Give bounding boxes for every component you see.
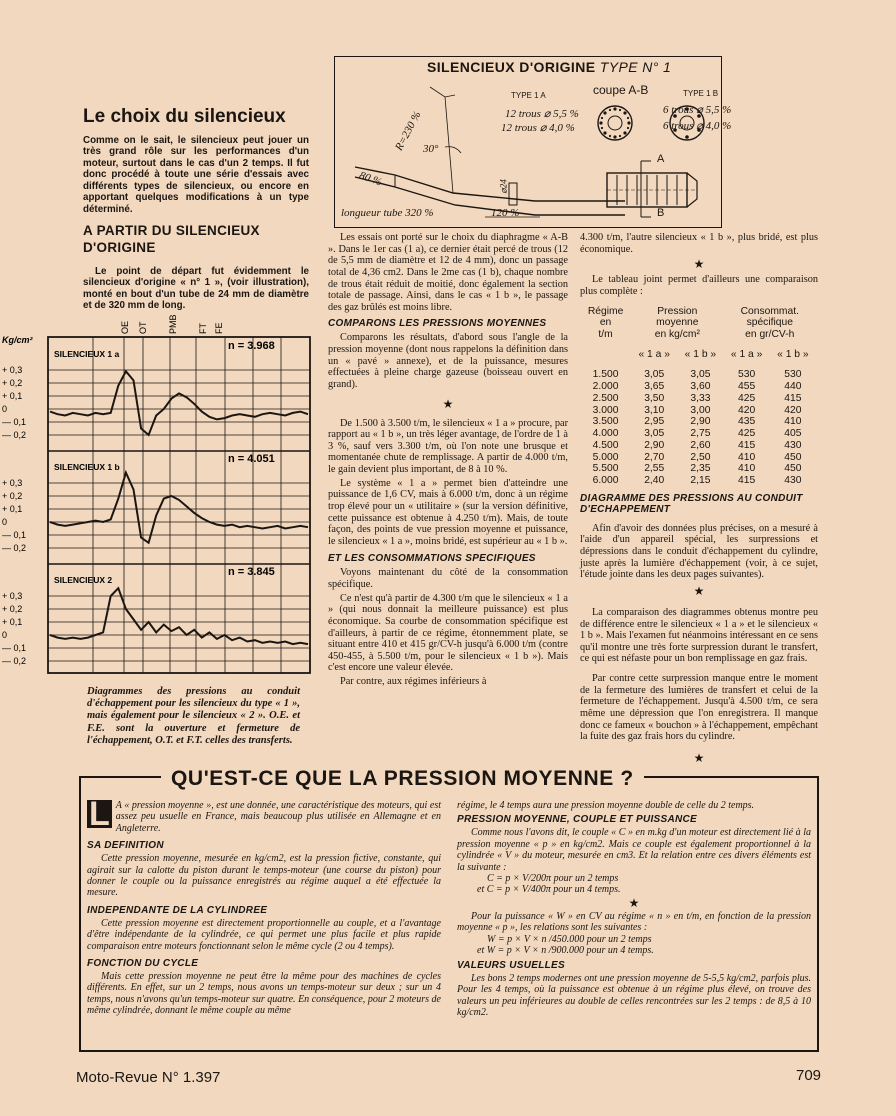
- chart-caption: Diagrammes des pressions au conduit d'échappement pour les silencieux du type « 1 », mais également pour le silencieux « 2 ». O.E. et F.E. sont la ouverture et fermeture de l'échappement, O.T. et F.T. celles des transferts.: [87, 686, 300, 746]
- left-paragraph-1: Le point de départ fut évidemment le silencieux d'origine « n° 1 », (voir illustration), monté en bout d'un tube de 24 mm de diamètre et de 320 mm de long.: [83, 265, 309, 312]
- table-cell: 530: [738, 369, 756, 381]
- left-intro: Comme on le sait, le silencieux peut jouer un très grand rôle sur les performances d'un moteur, surtout dans le cas d'un 2 temps. Il fut donc procédé à toute une série d'essais avec différents types de silencieux, ou encore en apportant quelques modifications à un type déterminé.: [83, 135, 309, 215]
- box-sub-couple: PRESSION MOYENNE, COUPLE ET PUISSANCE: [457, 814, 698, 826]
- box-sub-definition: SA DEFINITION: [87, 840, 164, 852]
- chart-marker-label: OT: [138, 321, 148, 334]
- middle-column: [328, 232, 568, 688]
- table-header-regime: [580, 306, 631, 341]
- star-divider: ★: [693, 257, 705, 272]
- box-dropcap: L: [89, 795, 110, 833]
- table-subheader: « 1 b »: [777, 348, 809, 360]
- table-cell: 2,15: [690, 475, 711, 487]
- table-cell-regime: 2.000: [592, 381, 619, 393]
- box-title: QU'EST-CE QUE LA PRESSION MOYENNE ?: [161, 767, 644, 791]
- table-cell-regime: 4.000: [592, 428, 619, 440]
- box-sub-cycle: FONCTION DU CYCLE: [87, 957, 199, 969]
- table-cell: 415: [738, 439, 756, 451]
- table-cell: 3,60: [690, 381, 711, 393]
- table-cell: 530: [784, 369, 802, 381]
- table-body: [580, 360, 816, 486]
- y-tick-label: — 0,2: [2, 656, 27, 666]
- y-tick-label: + 0,2: [2, 378, 23, 388]
- table-cell: 3,05: [644, 428, 665, 440]
- table-cell: 420: [784, 404, 802, 416]
- figure-type1a-line2: 12 trous ⌀ 4,0 %: [501, 122, 575, 134]
- y-tick-label: — 0,1: [2, 643, 27, 653]
- table-cell-regime: 5.000: [592, 451, 619, 463]
- table-subheader-empty: [580, 341, 631, 361]
- y-tick-label: — 0,2: [2, 543, 27, 553]
- star-divider: ★: [693, 750, 705, 765]
- mid-paragraph-4: Le système « 1 a » permet bien d'atteindre une puissance de 1,6 CV, mais à 6.000 t/m, donc à un régime trop élevé pour un « utilitaire » (sur la version définitive, cette puissance est obtenue à 4.250 t/m). Mais, de toute façon, des points de vue pression moyenne et puissance, le silencieux « 1 a », moins bridé, est supérieur au « 1 b ».: [328, 477, 568, 547]
- table-cell: 410: [784, 416, 802, 428]
- table-cell: 3,50: [644, 392, 665, 404]
- table-row: [580, 405, 816, 417]
- mid-paragraph-6: Ce n'est qu'à partir de 4.300 t/m que le silencieux « 1 a » (qui nous donnait la meilleure puissance) est plus économique. Sa courbe de consommation spécifique est d'ailleurs, à partir de ce régime, étonnemment plate, se situant entre 410 et 415 gr/CV-h jusqu'à 6.000 t/m (contre 450-455, à 5.500 t/m, pour le silencieux « 1 b »). Mais c'est encore une valeur élevée.: [328, 592, 568, 674]
- table-cell-regime: 4.500: [592, 439, 619, 451]
- table-cell-regime: 5.500: [592, 463, 619, 475]
- chart-marker-label: FE: [214, 322, 224, 334]
- formula-c-4t: et C = p × V/400π pour un 4 temps.: [477, 884, 621, 896]
- table-row: [580, 428, 816, 440]
- figure-label-b: B: [657, 207, 665, 219]
- table-row: [580, 463, 816, 475]
- right-paragraph-3: Afin d'avoir des données plus précises, on a mesuré à l'aide d'un appareil spécial, les surpressions et dépressions dans le conduit d'échappement du cylindre, juste après la lumière d'échappement (voir, à ce sujet, l'étude jointe dans les deux pages suivantes).: [580, 522, 818, 581]
- star-divider: ★: [628, 895, 640, 910]
- series-name-label: SILENCIEUX 1 a: [54, 349, 120, 359]
- box-sub-cylindree: INDEPENDANTE DE LA CYLINDREE: [87, 904, 268, 916]
- right-paragraph-5: Par contre cette surpression manque entre le moment de la fermeture des lumières de transfert et celui de la fermeture de l'échappement. Jusqu'à 4.500 t/m, ce sera même une dépression que l'on enregistrera. Il manque donc ce fameux « bouchon » à l'échappement, empêchant la fuite des gaz frais hors du cylindre.: [580, 673, 818, 743]
- chart-marker-label: PMB: [168, 314, 178, 334]
- chart-marker-label: OE: [120, 320, 130, 334]
- table-cell-regime: 2.500: [592, 392, 619, 404]
- table-header-line: moyenne: [656, 317, 699, 329]
- table-cell-regime: 3.000: [592, 404, 619, 416]
- table-cell: 450: [784, 451, 802, 463]
- y-tick-label: + 0,1: [2, 504, 23, 514]
- y-tick-label: + 0,3: [2, 478, 23, 488]
- table-cell-regime: 1.500: [592, 369, 619, 381]
- table-cell: 3,00: [690, 404, 711, 416]
- silencer-drawing: [335, 57, 721, 227]
- mid-paragraph-7: Par contre, aux régimes inférieurs à: [340, 676, 487, 687]
- chart-caption-block: [87, 686, 300, 747]
- table-cell: 415: [738, 475, 756, 487]
- chart-marker-label: FT: [198, 323, 208, 334]
- y-tick-label: + 0,3: [2, 591, 23, 601]
- chart-frame: [48, 337, 310, 673]
- box-text-valeurs: Les bons 2 temps modernes ont une pression moyenne de 5-5,5 kg/cm2, parfois plus. Pour les 4 temps, où la puissance est obtenue à un régime plus élevé, on trouve des valeurs un peu inférieures au double de celles rencontrées sur les 2 temps : de 8,5 à 10 kg/cm2.: [457, 972, 811, 1018]
- table-cell: 405: [784, 428, 802, 440]
- figure-label-a: A: [657, 153, 665, 165]
- mid-paragraph-1: Les essais ont porté sur le choix du diaphragme « A-B ». Dans le 1er cas (1 a), ce dernier était percé de trous (12 de 5,5 mm de diamètre et 12 de 4 mm), donc un passage total de 4,36 cm2. Dans le 2me cas (1 b), chaque nombre de trous était réduit de moitié, donc également la section totale de passage. Ainsi, dans le cas « 1 b », le passage des gaz brûlés est moins libre.: [328, 232, 568, 313]
- table-row: [580, 360, 816, 381]
- y-tick-label: + 0,1: [2, 617, 23, 627]
- table-cell: 2,70: [644, 451, 665, 463]
- box-intro: A « pression moyenne », est une donnée, une caractéristique des moteurs, qui est assez peu usuelle en France, mais beaucoup plus utilisée en Allemagne et en Angleterre.: [115, 800, 441, 834]
- figure-angle: 30°: [423, 143, 439, 155]
- figure-l120: 120 %: [491, 207, 520, 219]
- right-column: [580, 232, 818, 768]
- box-left-column: [87, 795, 441, 1017]
- table-header-line: en: [599, 317, 612, 329]
- y-tick-label: — 0,1: [2, 530, 27, 540]
- series-line: [50, 588, 308, 644]
- silencer-figure: [334, 56, 732, 228]
- table-subheader: « 1 a »: [638, 348, 670, 360]
- table-row: [580, 475, 816, 487]
- table-row: [580, 381, 816, 393]
- table-cell: 2,90: [644, 439, 665, 451]
- table-cell: 440: [784, 381, 802, 393]
- y-tick-label: + 0,2: [2, 491, 23, 501]
- comparison-table: [580, 306, 816, 487]
- table-cell: 3,05: [644, 369, 665, 381]
- article-heading: Le choix du silencieux: [83, 106, 286, 127]
- box-text-puissance: Pour la puissance « W » en CV au régime « n » en t/m, en fonction de la pression moyenne « p », les relations sont les suivantes :: [457, 910, 811, 934]
- right-paragraph-4: La comparaison des diagrammes obtenus montre peu de différence entre le silencieux « 1 a » et le silencieux « 1 b ». Mais l'examen fut néanmoins intéressant en ce sens qu'il montre une très forte surpression durant le transfert, ce qui est néfaste pour un bon remplissage en gaz frais.: [580, 606, 818, 665]
- table-cell: 3,10: [644, 404, 665, 416]
- figure-r230: R=230 %: [392, 109, 424, 153]
- series-rpm-label: n = 3.968: [228, 340, 275, 352]
- y-tick-label: + 0,2: [2, 604, 23, 614]
- box-text-couple: Comme nous l'avons dit, le couple « C » en m.kg d'un moteur est directement lié à la pression moyenne « p » en kg/cm2. Mais ce couple est également proportionnel à la cylindrée « V » du moteur, mesurée en cm3. Et la relation entre ces divers éléments est la suivante :: [457, 827, 811, 873]
- series-name-label: SILENCIEUX 2: [54, 575, 113, 585]
- figure-type1b-line1: 6 trous ⌀ 5,5 %: [663, 104, 732, 116]
- table-cell: 2,50: [690, 451, 711, 463]
- series-rpm-label: n = 4.051: [228, 453, 275, 465]
- box-right-column: [457, 800, 811, 1018]
- figure-title: SILENCIEUX D'ORIGINE TYPE N° 1: [427, 59, 672, 75]
- table-cell: 425: [738, 428, 756, 440]
- left-subheading: A PARTIR DU SILENCIEUX D'ORIGINE: [83, 223, 260, 256]
- footer-left: Moto-Revue N° 1.397: [76, 1069, 221, 1086]
- page-number: 709: [796, 1067, 822, 1084]
- series-line: [50, 371, 308, 435]
- sidebar-box: [79, 767, 819, 1052]
- right-paragraph-1: 4.300 t/m, l'autre silencieux « 1 b », plus bridé, est plus économique.: [580, 232, 818, 255]
- formula-w-2t: W = p × V × n /450.000 pour un 2 temps: [487, 933, 652, 945]
- left-column: [83, 106, 309, 312]
- figure-type1b-line2: 6 trous ⌀ 4,0 %: [663, 120, 732, 132]
- table-row: [580, 452, 816, 464]
- table-cell: 2,55: [644, 463, 665, 475]
- table-cell: 2,90: [690, 416, 711, 428]
- figure-d24: ⌀24: [498, 179, 509, 194]
- formula-c-2t: C = p × V/200π pour un 2 temps: [487, 872, 619, 884]
- mid-subheading-1: COMPARONS LES PRESSIONS MOYENNES: [328, 318, 547, 330]
- table-cell: 2,60: [690, 439, 711, 451]
- table-header-line: Régime: [587, 305, 624, 317]
- table-cell: 420: [738, 404, 756, 416]
- star-divider: ★: [442, 396, 454, 411]
- table-header-pression: [631, 306, 723, 341]
- table-cell: 410: [738, 451, 756, 463]
- y-tick-label: 0: [2, 404, 8, 414]
- figure-tube-length: longueur tube 320 %: [341, 207, 434, 219]
- table-cell: 2,40: [644, 475, 665, 487]
- figure-type1a-label: TYPE 1 A: [511, 91, 546, 100]
- table-cell: 430: [784, 439, 802, 451]
- table-header-line: Consommat.: [740, 305, 799, 317]
- y-tick-label: + 0,3: [2, 365, 23, 375]
- y-tick-label: — 0,2: [2, 430, 27, 440]
- table-cell-regime: 6.000: [592, 475, 619, 487]
- table-row: [580, 393, 816, 405]
- table-header-line: en gr/CV-h: [745, 328, 795, 340]
- table-cell: 425: [738, 392, 756, 404]
- mid-paragraph-2: Comparons les résultats, d'abord sous l'angle de la pression moyenne (dont nous rappelons la définition dans un « pavé » annexe), et de la puissance, mesures effectuées à pleine charge gazeuse (boisseau ouvert en grand).: [328, 332, 568, 390]
- right-subheading: DIAGRAMME DES PRESSIONS AU CONDUIT D'ECHAPPEMENT: [580, 492, 803, 515]
- y-tick-label: + 0,1: [2, 391, 23, 401]
- table-cell: 2,35: [690, 463, 711, 475]
- figure-type1a-line1: 12 trous ⌀ 5,5 %: [505, 108, 579, 120]
- table-row: [580, 416, 816, 428]
- box-text-cycle: Mais cette pression moyenne ne peut être la même pour des machines de cycles différents. En effet, sur un 2 temps, nous avons un temps-moteur sur deux ; sur un 4 temps, nous n'avons qu'un temps-moteur sur quatre. En conséquence, pour 2 moteurs de même cylindrée, donnant le même couple au même: [87, 970, 441, 1017]
- series-name-label: SILENCIEUX 1 b: [54, 462, 120, 472]
- right-paragraph-2: Le tableau joint permet d'ailleurs une comparaison plus complète :: [580, 274, 818, 297]
- table-subheader: « 1 a »: [730, 348, 763, 360]
- table-cell: 2,75: [690, 428, 711, 440]
- table-cell: 3,33: [690, 392, 711, 404]
- y-tick-label: — 0,1: [2, 417, 27, 427]
- table-header-line: Pression: [657, 305, 698, 317]
- table-cell: 450: [784, 463, 802, 475]
- table-cell: 2,95: [644, 416, 665, 428]
- figure-type1b-label: TYPE 1 B: [683, 89, 719, 98]
- box-text-cylindree: Cette pression moyenne est directement proportionnelle au couple, et a l'avantage d'être indépendante de la cylindrée, ce qui permet une plus facile et plus rapide comparaison entre moteurs fonctionnant selon le même cycle (2 ou 4 temps).: [87, 917, 441, 952]
- table-cell: 430: [784, 475, 802, 487]
- table-row: [580, 440, 816, 452]
- mid-paragraph-5: Voyons maintenant du côté de la consommation spécifique.: [328, 567, 568, 590]
- box-text-cycle-end: régime, le 4 temps aura une pression moyenne double de celle du 2 temps.: [457, 800, 755, 811]
- box-sub-valeurs: VALEURS USUELLES: [457, 959, 565, 971]
- formula-w-4t: et W = p × V × n /900.000 pour un 4 temps.: [477, 945, 654, 957]
- y-tick-label: 0: [2, 517, 8, 527]
- table-header-consommation: [724, 306, 816, 341]
- table-cell: 435: [738, 416, 756, 428]
- mid-paragraph-3: De 1.500 à 3.500 t/m, le silencieux « 1 a » procure, par rapport au « 1 b », un très léger avantage, de l'ordre de 1 à 3 %, sauf vers 3.300 t/m, où l'on note une brusque et momentanée chute de remplissage. A partir de 4.000 t/m, le gain devient plus important, de 8 à 10 %.: [328, 417, 568, 475]
- series-rpm-label: n = 3.845: [228, 566, 275, 578]
- table-subheader: « 1 b »: [684, 348, 717, 360]
- table-cell-regime: 3.500: [592, 416, 619, 428]
- table-cell: 455: [738, 381, 756, 393]
- box-text-definition: Cette pression moyenne, mesurée en kg/cm2, est la pression fictive, constante, qui agirait sur la calotte du piston durant le temps-moteur (une course du piston) pour donner le couple ou la puissance enregistrés au régime auquel a été effectuée la mesure.: [87, 853, 441, 899]
- star-divider: ★: [693, 583, 705, 598]
- pressure-chart-svg: [0, 310, 320, 685]
- pressure-chart: [0, 310, 320, 685]
- table-header-line: en kg/cm²: [654, 328, 700, 340]
- table-cell: 3,65: [644, 381, 665, 393]
- table-header-line: t/m: [598, 328, 613, 340]
- table-cell: 415: [784, 392, 802, 404]
- chart-unit-label: Kg/cm²: [2, 335, 33, 345]
- table-header-line: spécifique: [746, 317, 793, 329]
- table-cell: 3,05: [690, 369, 711, 381]
- table-cell: 410: [738, 463, 756, 475]
- y-tick-label: 0: [2, 630, 8, 640]
- figure-d80: 80 %: [357, 169, 384, 189]
- mid-subheading-2: ET LES CONSOMMATIONS SPECIFIQUES: [328, 553, 536, 565]
- figure-coupe: coupe A-B: [593, 83, 649, 97]
